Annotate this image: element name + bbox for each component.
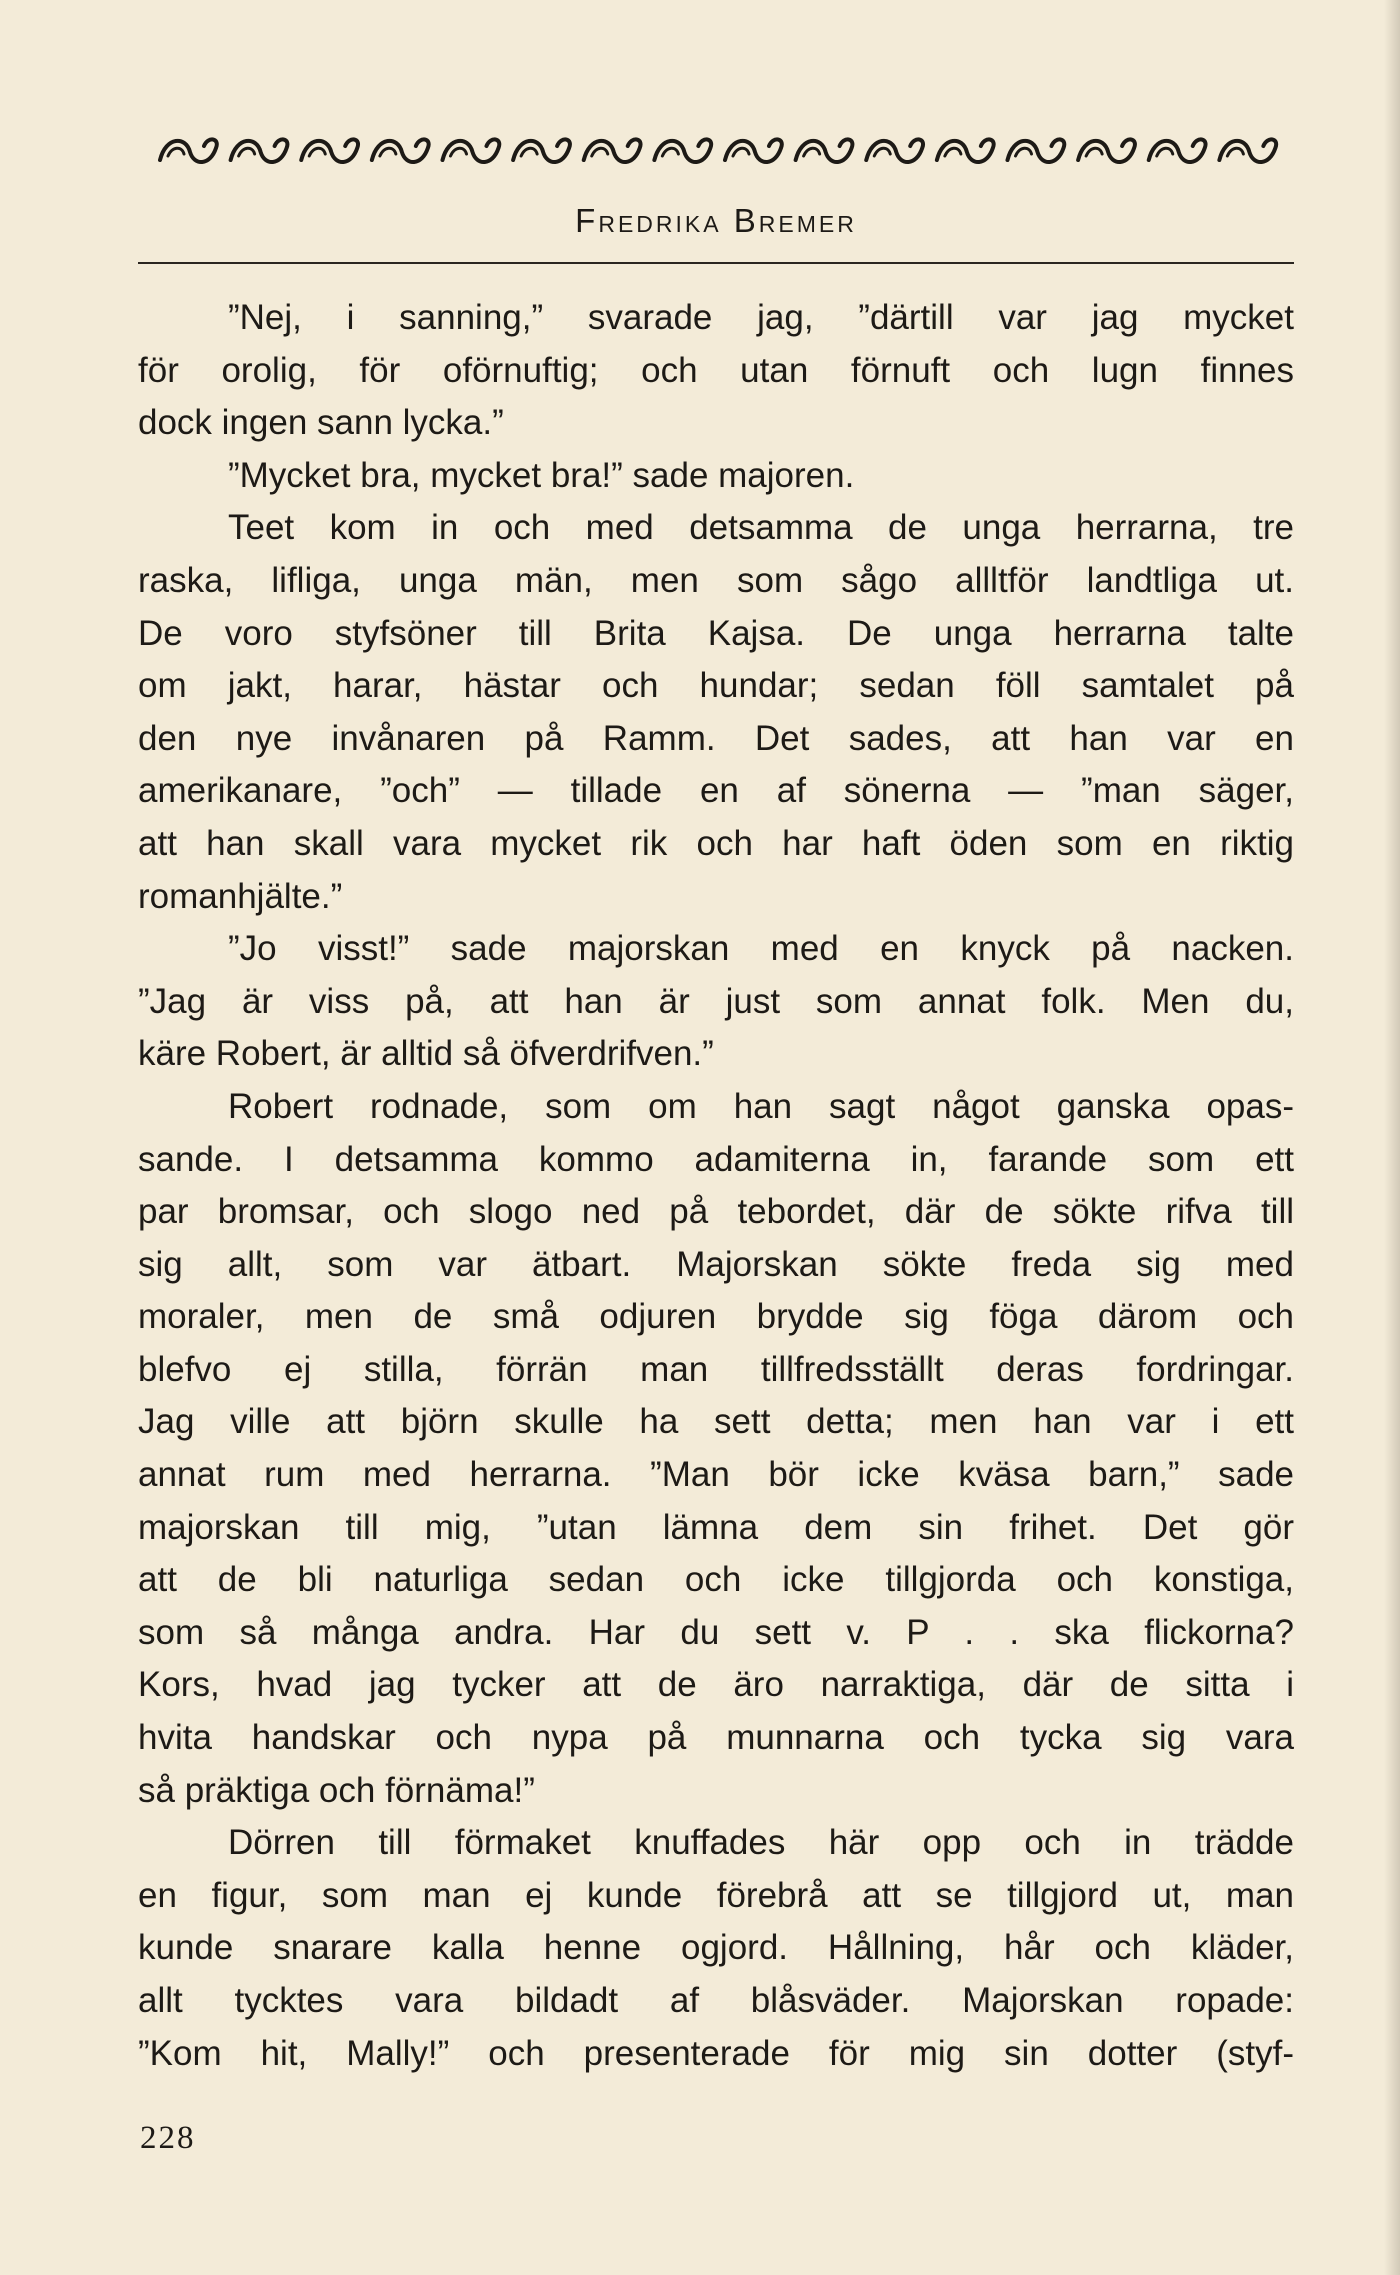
text-line: amerikanare, ”och” — tillade en af sönerna — ”man säger,: [138, 771, 1294, 811]
author-name: Fredrika Bremer: [575, 202, 857, 239]
scroll-motif: [866, 139, 923, 162]
scroll-motif: [584, 139, 641, 162]
text-line: om jakt, harar, hästar och hundar; sedan föll samtalet på: [138, 666, 1294, 706]
wave-scroll-ornament-icon: [156, 130, 1286, 178]
scroll-motif: [513, 139, 570, 162]
text-line: ”Mycket bra, mycket bra!” sade majoren.: [228, 455, 855, 495]
text-line: Teet kom in och med detsamma de unga herrarna, tre: [228, 508, 1294, 548]
text-line: Dörren till förmaket knuffades här opp och in trädde: [228, 1823, 1294, 1863]
page-number: 228: [140, 2120, 196, 2156]
text-line: för orolig, för oförnuftig; och utan förnuft och lugn finnes: [138, 350, 1294, 390]
text-line: De voro styfsöner till Brita Kajsa. De unga herrarna talte: [138, 613, 1294, 653]
text-line: ”Jag är viss på, att han är just som annat folk. Men du,: [138, 981, 1294, 1021]
text-line: sig allt, som var ätbart. Majorskan sökte freda sig med: [138, 1244, 1294, 1284]
scroll-motif: [1219, 139, 1276, 162]
scroll-motif: [654, 139, 711, 162]
text-line: som så många andra. Har du sett v. P . . ska flickorna?: [138, 1612, 1294, 1652]
scroll-motif: [372, 139, 429, 162]
text-line: den nye invånaren på Ramm. Det sades, att han var en: [138, 718, 1294, 758]
running-head: [138, 202, 1294, 240]
text-line: par bromsar, och slogo ned på tebordet, där de sökte rifva till: [138, 1192, 1294, 1232]
scroll-motif: [231, 139, 288, 162]
text-line: kunde snarare kalla henne ogjord. Hållning, hår och kläder,: [138, 1928, 1294, 1968]
text-line: sande. I detsamma kommo adamiterna in, farande som ett: [138, 1139, 1294, 1179]
scroll-motif: [796, 139, 853, 162]
text-line: romanhjälte.”: [138, 876, 343, 916]
scroll-motif: [1149, 139, 1206, 162]
scroll-motif: [443, 139, 500, 162]
text-line: majorskan till mig, ”utan lämna dem sin frihet. Det gör: [138, 1507, 1294, 1547]
text-line: Jag ville att björn skulle ha sett detta; men han var i ett: [138, 1402, 1294, 1442]
text-line: en figur, som man ej kunde förebrå att se tillgjord ut, man: [138, 1875, 1294, 1915]
text-line: moraler, men de små odjuren brydde sig föga därom och: [138, 1297, 1294, 1337]
header-rule: [138, 262, 1294, 264]
text-line: annat rum med herrarna. ”Man bör icke kväsa barn,” sade: [138, 1455, 1294, 1495]
scroll-motif: [301, 139, 358, 162]
text-line: så präktiga och förnäma!”: [138, 1770, 535, 1810]
scroll-motif: [1078, 139, 1135, 162]
text-line: dock ingen sann lycka.”: [138, 403, 504, 443]
text-line: att de bli naturliga sedan och icke tillgjorda och konstiga,: [138, 1560, 1294, 1600]
scroll-motif: [725, 139, 782, 162]
text-line: allt tycktes vara bildadt af blåsväder. Majorskan ropade:: [138, 1981, 1294, 2020]
text-line: Robert rodnade, som om han sagt något ganska opas-: [228, 1086, 1294, 1126]
text-line: ”Kom hit, Mally!” och presenterade för mig sin dotter (styf-: [138, 2033, 1294, 2073]
text-line: blefvo ej stilla, förrän man tillfredsställt deras fordringar.: [138, 1349, 1294, 1389]
scroll-motif: [160, 139, 217, 162]
scroll-motif: [937, 139, 994, 162]
text-line: ”Jo visst!” sade majorskan med en knyck på nacken.: [228, 929, 1294, 969]
text-line: käre Robert, är alltid så öfverdrifven.”: [138, 1034, 714, 1074]
body-text: [138, 292, 1294, 2080]
text-line: hvita handskar och nypa på munnarna och tycka sig vara: [138, 1718, 1294, 1758]
text-line: raska, lifliga, unga män, men som sågo allltför landtliga ut.: [138, 560, 1294, 600]
text-line: att han skall vara mycket rik och har haft öden som en riktig: [138, 823, 1294, 863]
text-line: ”Nej, i sanning,” svarade jag, ”därtill var jag mycket: [228, 298, 1294, 337]
text-line: Kors, hvad jag tycker att de äro narraktiga, där de sitta i: [138, 1665, 1294, 1705]
page-edge-shadow: [1384, 0, 1400, 2275]
scroll-motif: [1008, 139, 1065, 162]
